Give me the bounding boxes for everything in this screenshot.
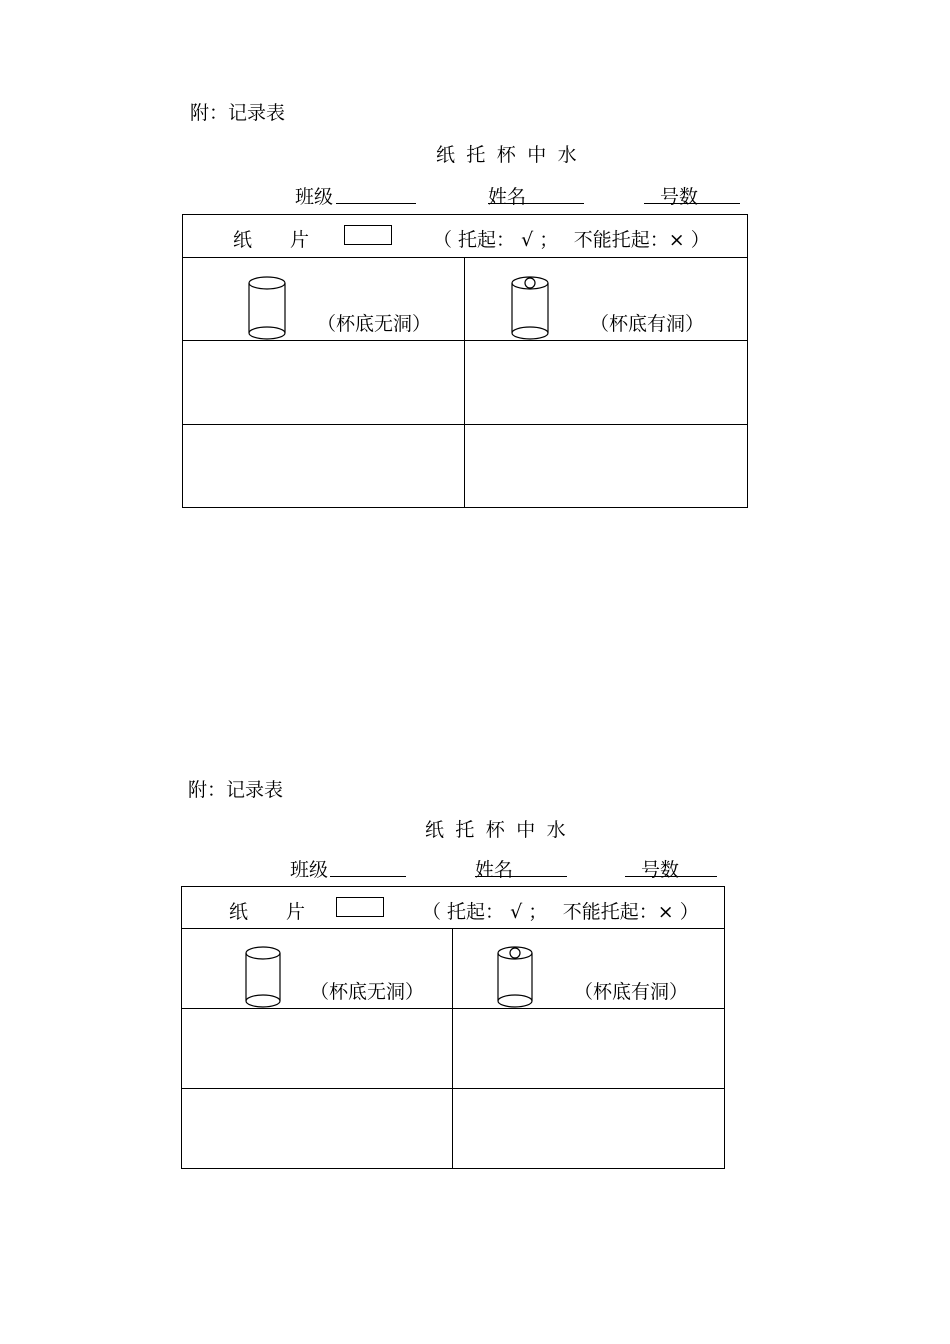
result-cell[interactable] xyxy=(453,1089,724,1168)
legend-text: （ 托起： √ ； 不能托起：× ） xyxy=(422,901,699,923)
class-blank[interactable] xyxy=(330,876,406,877)
cup-no-hole-label: （杯底无洞） xyxy=(310,981,425,1003)
cup-no-hole-icon xyxy=(244,945,282,1009)
record-table xyxy=(181,886,725,1169)
appendix-label: 附：记录表 xyxy=(188,779,284,801)
name-label: 姓名 xyxy=(488,186,527,208)
paper-rectangle-icon xyxy=(344,225,392,245)
name-blank[interactable] xyxy=(475,876,567,877)
class-blank[interactable] xyxy=(336,203,416,204)
result-cell[interactable] xyxy=(182,1009,452,1088)
class-label: 班级 xyxy=(295,186,334,208)
row-divider xyxy=(182,928,724,929)
number-label: 号数 xyxy=(660,186,699,208)
name-blank[interactable] xyxy=(488,203,584,204)
legend-text: （ 托起： √ ； 不能托起：× ） xyxy=(433,229,710,251)
class-label: 班级 xyxy=(290,859,329,881)
cup-no-hole-label: （杯底无洞） xyxy=(317,313,432,335)
cup-with-hole-icon xyxy=(510,275,550,341)
cup-with-hole-label: （杯底有洞） xyxy=(574,981,689,1003)
sheet-title: 纸托杯中水 xyxy=(436,144,589,166)
result-cell[interactable] xyxy=(183,425,464,507)
cup-no-hole-icon xyxy=(247,275,287,341)
result-cell[interactable] xyxy=(183,341,464,424)
paper-label: 纸 片 xyxy=(229,901,306,923)
appendix-label: 附：记录表 xyxy=(190,102,286,124)
number-blank[interactable] xyxy=(644,203,740,204)
paper-label: 纸 片 xyxy=(233,229,310,251)
paper-rectangle-icon xyxy=(336,897,384,917)
number-label: 号数 xyxy=(641,859,680,881)
record-table xyxy=(182,214,748,508)
row-divider xyxy=(183,257,747,258)
name-label: 姓名 xyxy=(475,859,514,881)
cup-with-hole-label: （杯底有洞） xyxy=(590,313,705,335)
result-cell[interactable] xyxy=(453,1009,724,1088)
sheet-title: 纸托杯中水 xyxy=(425,819,578,841)
result-cell[interactable] xyxy=(465,425,747,507)
result-cell[interactable] xyxy=(465,341,747,424)
cup-with-hole-icon xyxy=(496,945,534,1009)
result-cell[interactable] xyxy=(182,1089,452,1168)
number-blank[interactable] xyxy=(625,876,717,877)
